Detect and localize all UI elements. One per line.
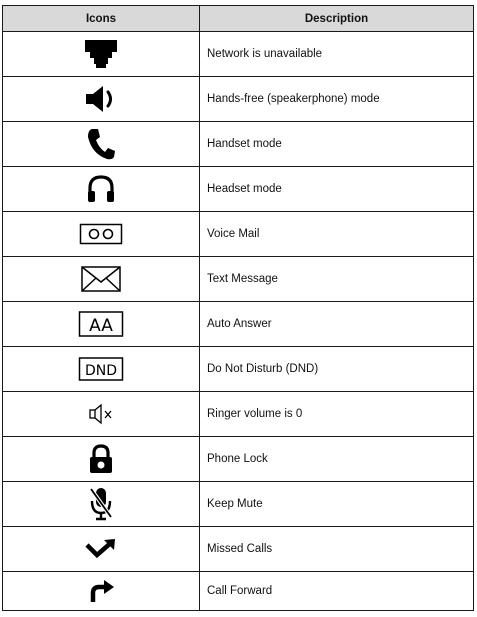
table-header-row — [3, 6, 474, 32]
icon-cell — [3, 257, 200, 302]
lock-icon — [86, 443, 116, 475]
description-cell: Auto Answer — [200, 302, 474, 347]
icon-cell — [3, 32, 200, 77]
description-cell: Missed Calls — [200, 527, 474, 572]
description-cell: Text Message — [200, 257, 474, 302]
description-cell: Call Forward — [200, 572, 474, 611]
svg-text:DND: DND — [84, 363, 118, 379]
icon-cell — [3, 302, 200, 347]
headset-icon — [85, 173, 117, 205]
icon-cell — [3, 77, 200, 122]
description-cell: Network is unavailable — [200, 32, 474, 77]
description-cell: Keep Mute — [200, 482, 474, 527]
table-row — [3, 257, 474, 302]
icon-cell — [3, 212, 200, 257]
icon-cell — [3, 122, 200, 167]
header-icons: Icons — [3, 6, 200, 32]
icon-cell — [3, 527, 200, 572]
table-row — [3, 437, 474, 482]
description-cell: Phone Lock — [200, 437, 474, 482]
table-row — [3, 32, 474, 77]
auto-answer-icon — [78, 310, 124, 338]
missed-call-icon — [84, 536, 118, 562]
icon-cell — [3, 392, 200, 437]
svg-text:AA: AA — [89, 316, 113, 336]
table-row — [3, 392, 474, 437]
description-cell: Voice Mail — [200, 212, 474, 257]
header-description: Description — [200, 6, 474, 32]
status-icons-table — [2, 5, 474, 611]
icon-cell — [3, 167, 200, 212]
table-row — [3, 122, 474, 167]
ringer-muted-icon — [84, 401, 118, 427]
table-row — [3, 527, 474, 572]
icon-cell — [3, 572, 200, 611]
description-cell: Ringer volume is 0 — [200, 392, 474, 437]
network-unavailable-icon — [81, 38, 121, 70]
dnd-icon — [78, 356, 124, 382]
table-row — [3, 302, 474, 347]
table-row — [3, 212, 474, 257]
mute-microphone-icon — [86, 486, 116, 522]
icon-cell — [3, 437, 200, 482]
icon-cell — [3, 482, 200, 527]
table-row — [3, 482, 474, 527]
table-row — [3, 572, 474, 611]
speakerphone-icon — [83, 84, 119, 114]
description-cell: Headset mode — [200, 167, 474, 212]
table-row — [3, 77, 474, 122]
envelope-icon — [80, 265, 122, 293]
table-row — [3, 347, 474, 392]
table-row — [3, 167, 474, 212]
handset-icon — [86, 127, 116, 161]
description-cell: Hands-free (speakerphone) mode — [200, 77, 474, 122]
voice-mail-icon — [79, 222, 123, 246]
description-cell: Handset mode — [200, 122, 474, 167]
icon-cell — [3, 347, 200, 392]
call-forward-icon — [86, 577, 116, 605]
description-cell: Do Not Disturb (DND) — [200, 347, 474, 392]
